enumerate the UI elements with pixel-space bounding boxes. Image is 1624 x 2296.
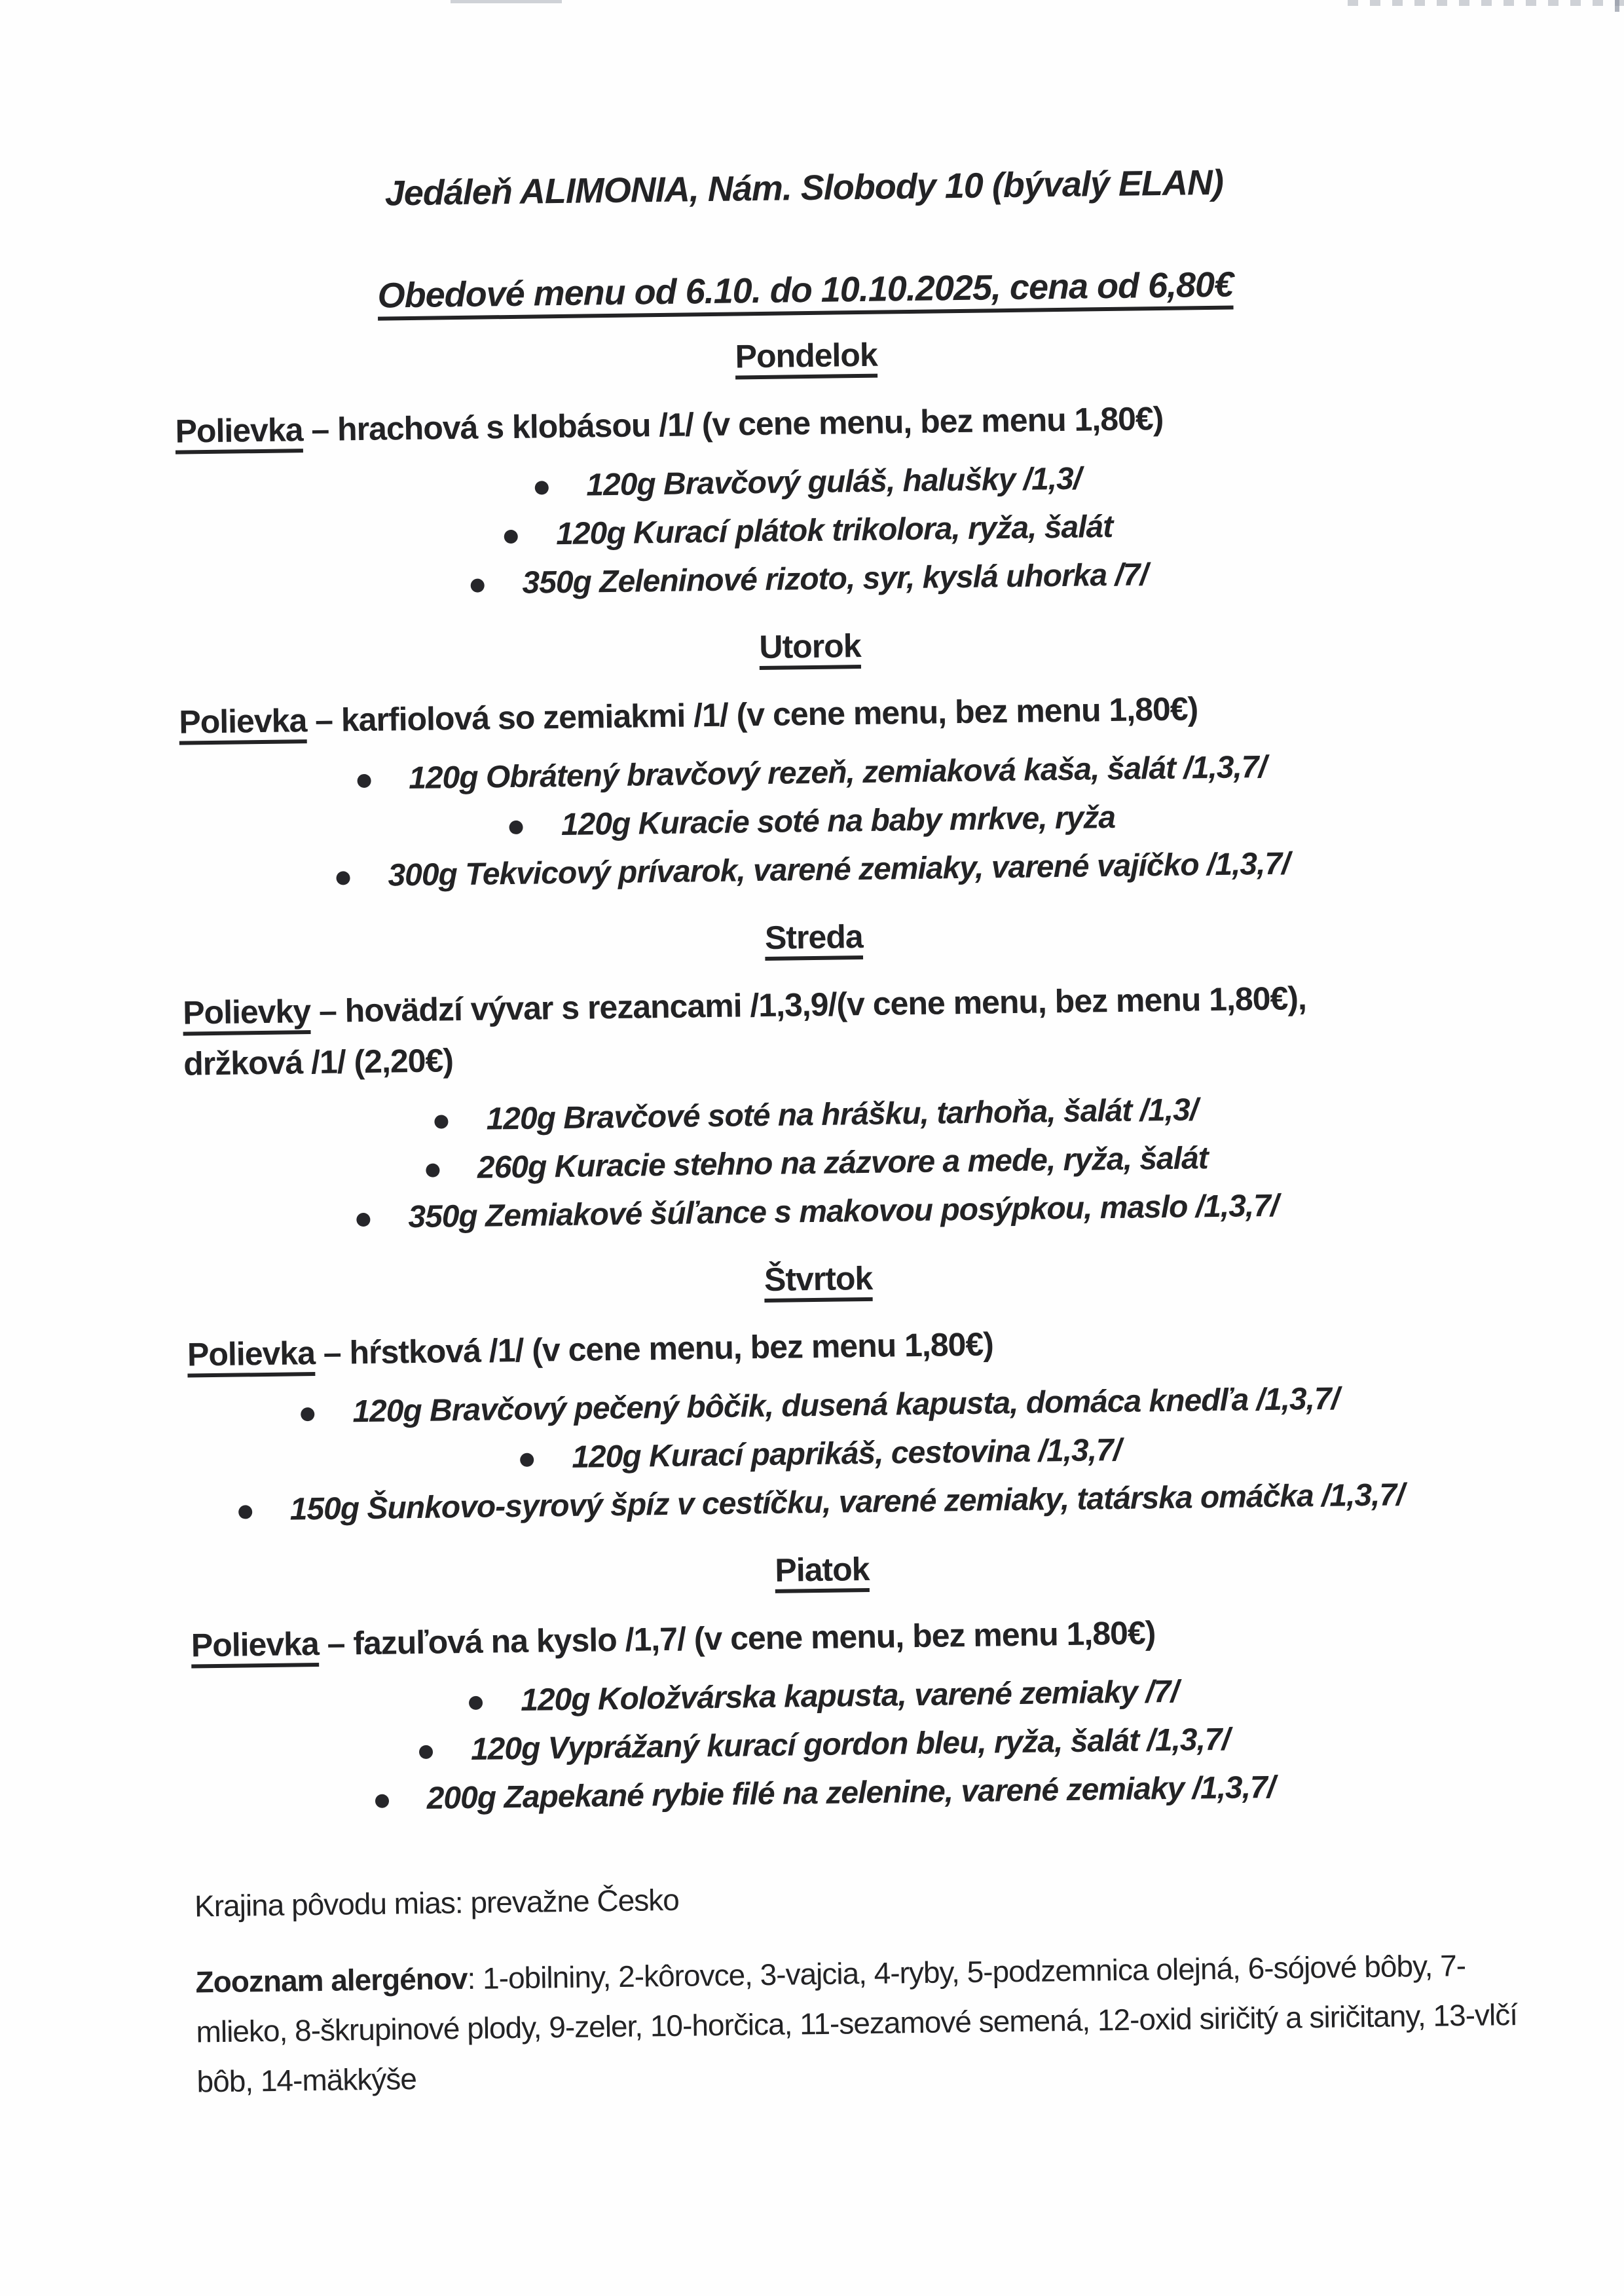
bullet-icon [301,1407,314,1421]
bullet-icon [469,1695,483,1709]
menu-item-text: 120g Kuracie soté na baby mrkve, ryža [561,800,1116,843]
soup-description: – fazuľová na kyslo /1,7/ (v cene menu, bez menu 1,80€) [318,1614,1156,1662]
day-section-piatok [108,1540,1539,1828]
bullet-icon [238,1505,252,1519]
soup-line [175,393,1521,453]
bullet-icon [435,1115,449,1128]
menu-item-list [106,1373,1536,1537]
day-heading: Streda [764,918,863,956]
bullet-icon [426,1163,439,1177]
menu-item-text: 120g Bravčový pečený bôčik, dusená kapusta, domáca knedľa /1,3,7/ [352,1381,1340,1430]
day-heading: Štvrtok [764,1259,873,1299]
soup-line [179,684,1525,743]
menu-item-list [110,1663,1540,1828]
menu-item-list [102,1082,1532,1246]
menu-item-text: 120g Kurací plátok trikolora, ryža, šalát [555,509,1113,552]
day-section-pondelok [92,326,1523,614]
menu-item-text: 350g Zemiakové šúľance s makovou posýpkou, maslo /1,3,7/ [408,1188,1279,1235]
bullet-icon [520,1453,534,1466]
soup-label: Polievka [187,1335,316,1373]
menu-item-text: 150g Šunkovo-syrový špíz v cestíčku, varené zemiaky, tatárska omáčka /1,3,7/ [289,1477,1405,1527]
day-section-utorok [96,617,1527,904]
day-heading: Utorok [759,627,861,666]
soup-line [191,1607,1537,1667]
menu-subtitle: Obedové menu od 6.10. do 10.10.2025, cena od 6,80€ [377,265,1234,316]
bullet-icon [504,529,518,543]
menu-item-text: 120g Kurací paprikáš, cestovina /1,3,7/ [571,1432,1122,1475]
soup-line [183,974,1529,1034]
menu-item-text: 300g Tekvicový prívarok, varené zemiaky, varené vajíčko /1,3,7/ [388,846,1290,893]
menu-item-list [94,449,1523,614]
allergen-list-label: Zooznam alergénov [195,1961,468,1999]
soup-description: – hŕstková /1/ (v cene menu, bez menu 1,80€) [314,1325,994,1372]
menu-item-text: 200g Zapekané rybie filé na zelenine, varené zemiaky /1,3,7/ [426,1769,1276,1816]
soup-line [187,1316,1534,1376]
bullet-icon [534,481,548,494]
day-heading: Piatok [775,1550,870,1589]
bullet-icon [419,1745,433,1758]
menu-item-text: 260g Kuracie stehno na zázvore a mede, ryža, šalát [477,1141,1209,1185]
menu-item-text: 120g Koložvárska kapusta, varené zemiaky /7/ [520,1674,1179,1718]
menu-item-list [98,740,1527,904]
bullet-icon [470,578,484,592]
soup-label: Polievka [191,1625,320,1664]
soup-label: Polievka [175,411,303,450]
scan-artifact-corner [1615,0,1619,12]
soup-label: Polievka [179,702,307,741]
day-section-streda [100,908,1531,1246]
soup-description: – karfiolová so zemiakmi /1/ (v cene menu, bez menu 1,80€) [306,690,1198,739]
soup-label: Polievky [182,993,311,1031]
menu-item-text: 350g Zeleninové rizoto, syr, kyslá uhorka /7/ [522,557,1149,601]
soup-description: – hrachová s klobásou /1/ (v cene menu, bez menu 1,80€) [303,399,1164,449]
soup-description: – hovädzí vývar s rezancami /1,3,9/(v cene menu, bez menu 1,80€), [310,980,1307,1030]
bullet-icon [356,1212,370,1226]
allergen-list-text: : 1-obilniny, 2-kôrovce, 3-vajcia, 4-ryby, 5-podzemnica olejná, 6-sójové bôby, 7-mlieko, 8-škrupinové plody, 9-zeler, 10-horčica, 11-sezamové semená, 12-oxid siričitý a siričitany, 13-vlčí bôb, 14-mäkkýše [196,1948,1518,2099]
restaurant-title: Jedáleň ALIMONIA, Nám. Slobody 10 (bývalý ELAN) [384,162,1224,213]
day-heading: Pondelok [735,336,878,375]
menu-item-text: 120g Obrátený bravčový rezeň, zemiaková kaša, šalát /1,3,7/ [408,749,1267,796]
meat-origin-note: Krajina pôvodu mias: prevažne Česko [194,1882,680,1923]
menu-item-text: 120g Vyprážaný kurací gordon bleu, ryža, šalát /1,3,7/ [470,1722,1230,1767]
bullet-icon [336,871,350,885]
soup-line-2: držková /1/ (2,20€) [183,1042,454,1083]
menu-item-text: 120g Bravčový guláš, halušky /1,3/ [586,461,1082,503]
bullet-icon [509,820,523,834]
allergen-list [195,1940,1543,2107]
bullet-icon [375,1794,389,1807]
day-section-stvrtok [104,1250,1535,1537]
menu-item-text: 120g Bravčové soté na hrášku, tarhoňa, šalát /1,3/ [486,1092,1198,1137]
bullet-icon [357,773,371,787]
